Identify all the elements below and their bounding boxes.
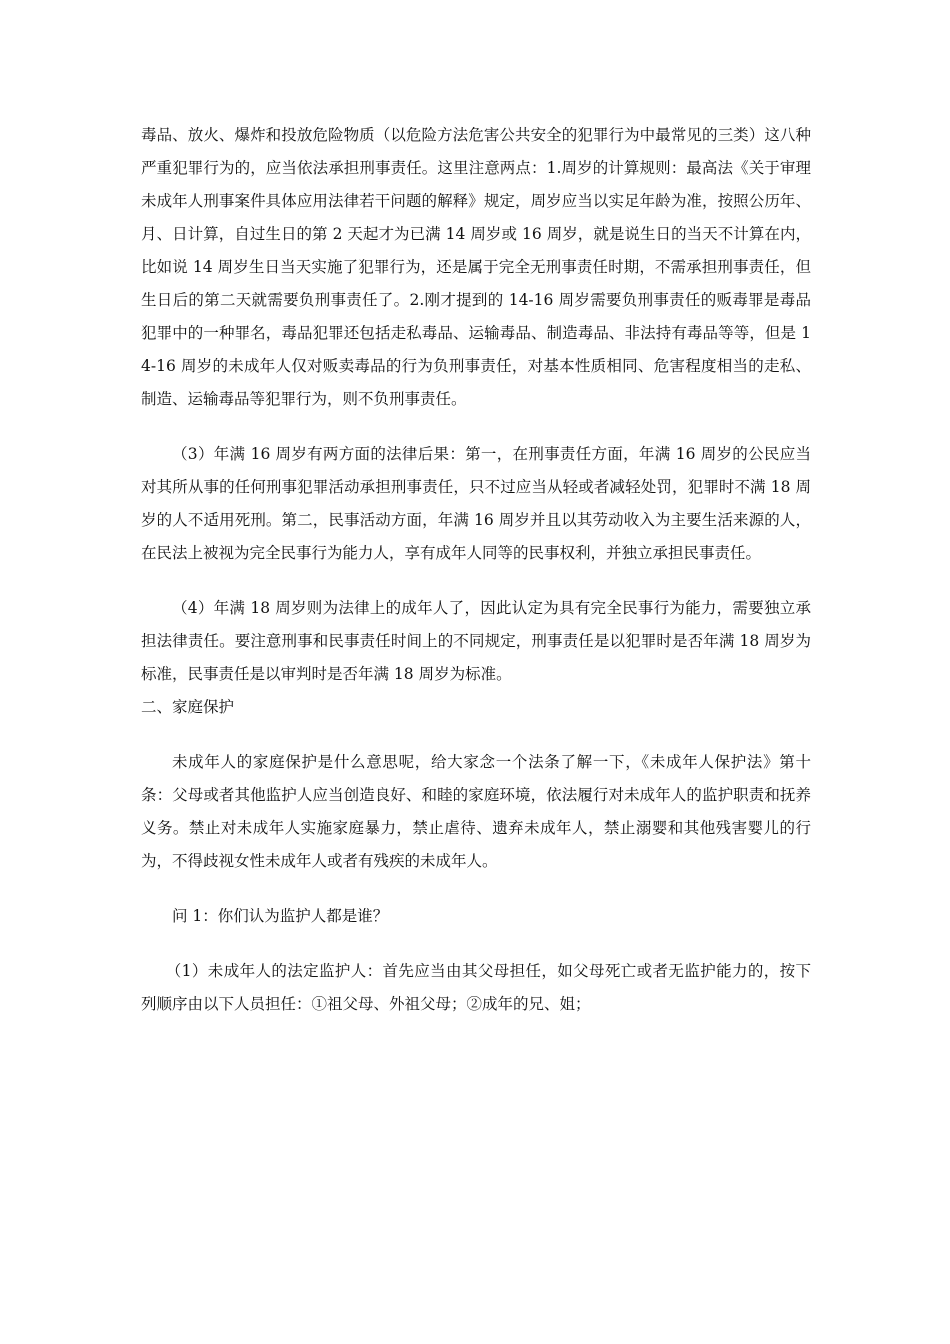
document-page bbox=[141, 119, 811, 1021]
section-heading-family-protection: 二、家庭保护 bbox=[141, 698, 235, 716]
paragraph-legal-guardian: （1）未成年人的法定监护人：首先应当由其父母担任，如父母死亡或者无监护能力的，按下列顺序由以下人员担任：①祖父母、外祖父母；②成年的兄、姐； bbox=[141, 962, 811, 1013]
question-guardian: 问 1：你们认为监护人都是谁？ bbox=[172, 907, 389, 925]
paragraph-age-18: （4）年满 18 周岁则为法律上的成年人了，因此认定为具有完全民事行为能力，需要独立承担法律责任。要注意刑事和民事责任时间上的不同规定，刑事责任是以犯罪时是否年满 18 周岁为标准，民事责任是以审判时是否年满 18 周岁为标准。 bbox=[141, 599, 811, 683]
paragraph-age-16: （3）年满 16 周岁有两方面的法律后果：第一，在刑事责任方面，年满 16 周岁的公民应当对其所从事的任何刑事犯罪活动承担刑事责任，只不过应当从轻或者减轻处罚，犯罪时不满 18 周岁的人不适用死刑。第二，民事活动方面，年满 16 周岁并且以其劳动收入为主要生活来源的人，在民法上被视为完全民事行为能力人，享有成年人同等的民事权利，并独立承担民事责任。 bbox=[141, 445, 811, 562]
paragraph-family-protection: 未成年人的家庭保护是什么意思呢，给大家念一个法条了解一下，《未成年人保护法》第十条：父母或者其他监护人应当创造良好、和睦的家庭环境，依法履行对未成年人的监护职责和抚养义务。禁止对未成年人实施家庭暴力，禁止虐待、遗弃未成年人，禁止溺婴和其他残害婴儿的行为，不得歧视女性未成年人或者有残疾的未成年人。 bbox=[141, 753, 811, 870]
paragraph-age-calculation: 毒品、放火、爆炸和投放危险物质（以危险方法危害公共安全的犯罪行为中最常见的三类）这八种严重犯罪行为的，应当依法承担刑事责任。这里注意两点：1.周岁的计算规则：最高法《关于审理未成年人刑事案件具体应用法律若干问题的解释》规定，周岁应当以实足年龄为准，按照公历年、月、日计算，自过生日的第 2 天起才为已满 14 周岁或 16 周岁，就是说生日的当天不计算在内，比如说 14 周岁生日当天实施了犯罪行为，还是属于完全无刑事责任时期，不需承担刑事责任，但生日后的第二天就需要负刑事责任了。2.刚才提到的 14-16 周岁需要负刑事责任的贩毒罪是毒品犯罪中的一种罪名，毒品犯罪还包括走私毒品、运输毒品、制造毒品、非法持有毒品等等，但是 14-16 周岁的未成年人仅对贩卖毒品的行为负刑事责任，对基本性质相同、危害程度相当的走私、制造、运输毒品等犯罪行为，则不负刑事责任。 bbox=[141, 126, 811, 408]
